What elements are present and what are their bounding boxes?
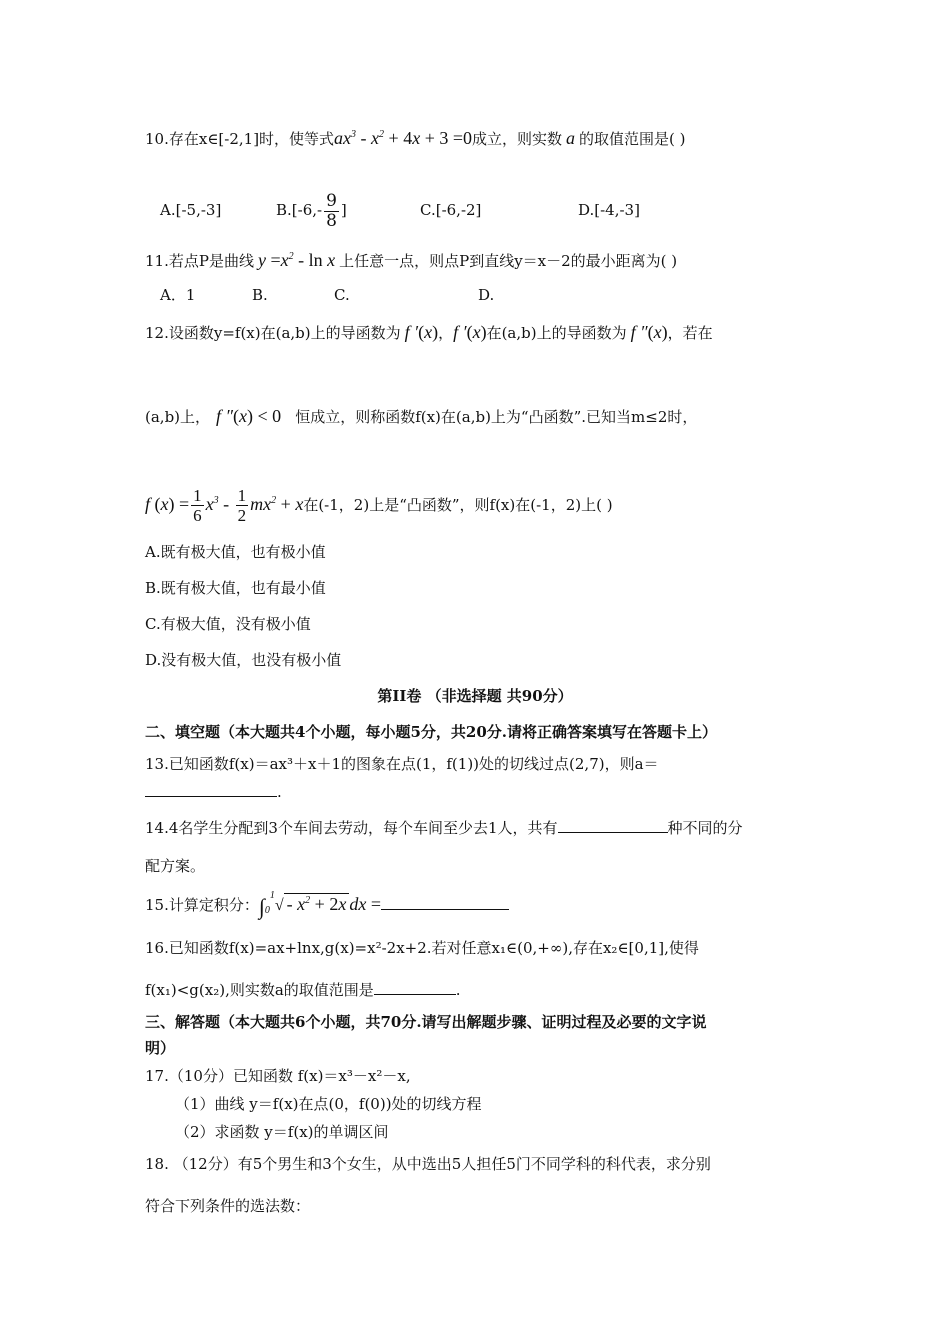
section2-title: 二、填空题（本大题共4个小题，每小题5分，共20分.请将正确答案填写在答题卡上） <box>145 723 717 741</box>
q12-first-derivative-2: f ′(x) <box>453 322 487 342</box>
q18-line2: 符合下列条件的选法数： <box>145 1197 311 1215</box>
q15-integral: $\int_0^1√ - x^2 + 2x$ dx = <box>258 890 381 919</box>
q10-option-b-fraction: $\frac{9}{8}$ <box>326 190 337 231</box>
q17-line1: 17.（10分）已知函数 f(x)＝x³－x²－x, <box>145 1067 411 1085</box>
q11-option-a: A．1 <box>160 286 196 304</box>
q11-option-b: B. <box>252 286 268 304</box>
q10-middle: 成立，则实数 <box>472 130 563 148</box>
q12-line1: 12.设函数y=f(x)在(a,b)上的导函数为 f ′(x)，f ′(x)在(a,b)上的导函数为 f ″(x)，若在 <box>145 322 713 342</box>
part2-title: 第II卷 （非选择题 共90分） <box>377 687 573 705</box>
q11-suffix: 上任意一点，则点P到直线y＝x－2的最小距离为( ) <box>339 252 678 270</box>
q12-option-a: A.既有极大值，也有极小值 <box>145 543 326 561</box>
section3-title-line1: 三、解答题（本大题共6个小题，共70分.请写出解题步骤、证明过程及必要的文字说 <box>145 1013 707 1031</box>
q12-function: f (x) = $\frac{1}{6}$ $x^3$ - $\frac{1}{2}$ $mx^2 + x$ <box>145 486 304 526</box>
q15-blank <box>381 895 509 910</box>
q10-option-b: B.[-6,- $\frac{9}{8}$ ] <box>276 190 347 231</box>
q12-second-derivative: f ″(x) <box>630 322 668 342</box>
q12-line3: f (x) = $\frac{1}{6}$ $x^3$ - $\frac{1}{2}$ $mx^2 + x$在(-1，2)上是“凸函数”，则f(x)在(-1，2)上( ) <box>145 486 613 526</box>
q10-equation: $ax^3 - x^2 + 4x + 3 =0$ <box>334 128 473 148</box>
q12-line2: (a,b)上， f ″(x) < 0 恒成立，则称函数f(x)在(a,b)上为“凸函数”.已知当m≤2时， <box>145 406 698 426</box>
q10-suffix: 的取值范围是( ) <box>579 130 686 148</box>
q12-option-d: D.没有极大值，也没有极小值 <box>145 651 342 669</box>
q12-condition: f ″(x) < 0 <box>216 406 282 426</box>
q16-line2: f(x₁)<g(x₂),则实数a的取值范围是 . <box>145 981 461 999</box>
section3-title-line2: 明） <box>145 1039 176 1057</box>
q11-prefix: 11.若点P是曲线 <box>145 252 254 270</box>
q11-option-d: D. <box>478 286 495 304</box>
q16-line1: 16.已知函数f(x)=ax+lnx,g(x)=x²-2x+2.若对任意x₁∈(0,+∞),存在x₂∈[0,1],使得 <box>145 939 699 957</box>
q10-option-a: A.[-5,-3] <box>160 201 222 219</box>
q10-option-d: D.[-4,-3] <box>578 201 640 219</box>
q17-sub1: （1）曲线 y＝f(x)在点(0，f(0))处的切线方程 <box>175 1095 482 1113</box>
q14-blank <box>558 818 668 833</box>
q15-line: 15.计算定积分：$\int_0^1√ - x^2 + 2x$ dx = <box>145 894 509 917</box>
q12-option-c: C.有极大值，没有极小值 <box>145 615 311 633</box>
q16-blank <box>374 980 456 995</box>
q14-line2: 配方案。 <box>145 857 206 875</box>
q10-variable-a: a <box>566 128 576 148</box>
q11-option-c: C. <box>334 286 350 304</box>
q11-curve: $y =x^2 - \ln x$ <box>257 250 336 270</box>
q10-option-c: C.[-6,-2] <box>420 201 482 219</box>
q17-sub2: （2）求函数 y＝f(x)的单调区间 <box>175 1123 389 1141</box>
q14-line1: 14.4名学生分配到3个车间去劳动，每个车间至少去1人，共有 种不同的分 <box>145 819 743 837</box>
q10-prefix: 10.存在x∈[-2,1]时，使等式 <box>145 130 335 148</box>
q13-text: 13.已知函数f(x)＝ax³＋x＋1的图象在点(1，f(1))处的切线过点(2,7)，则a＝ <box>145 755 659 773</box>
q11-stem <box>145 250 677 271</box>
q10-stem <box>145 128 686 149</box>
q12-first-derivative: f ′(x) <box>404 322 439 342</box>
q12-option-b: B.既有极大值，也有最小值 <box>145 579 326 597</box>
q13-blank <box>145 782 277 797</box>
q13-answer-line: . <box>145 782 282 802</box>
q18-line1: 18. （12分）有5个男生和3个女生，从中选出5人担任5门不同学科的科代表，求分别 <box>145 1155 711 1173</box>
